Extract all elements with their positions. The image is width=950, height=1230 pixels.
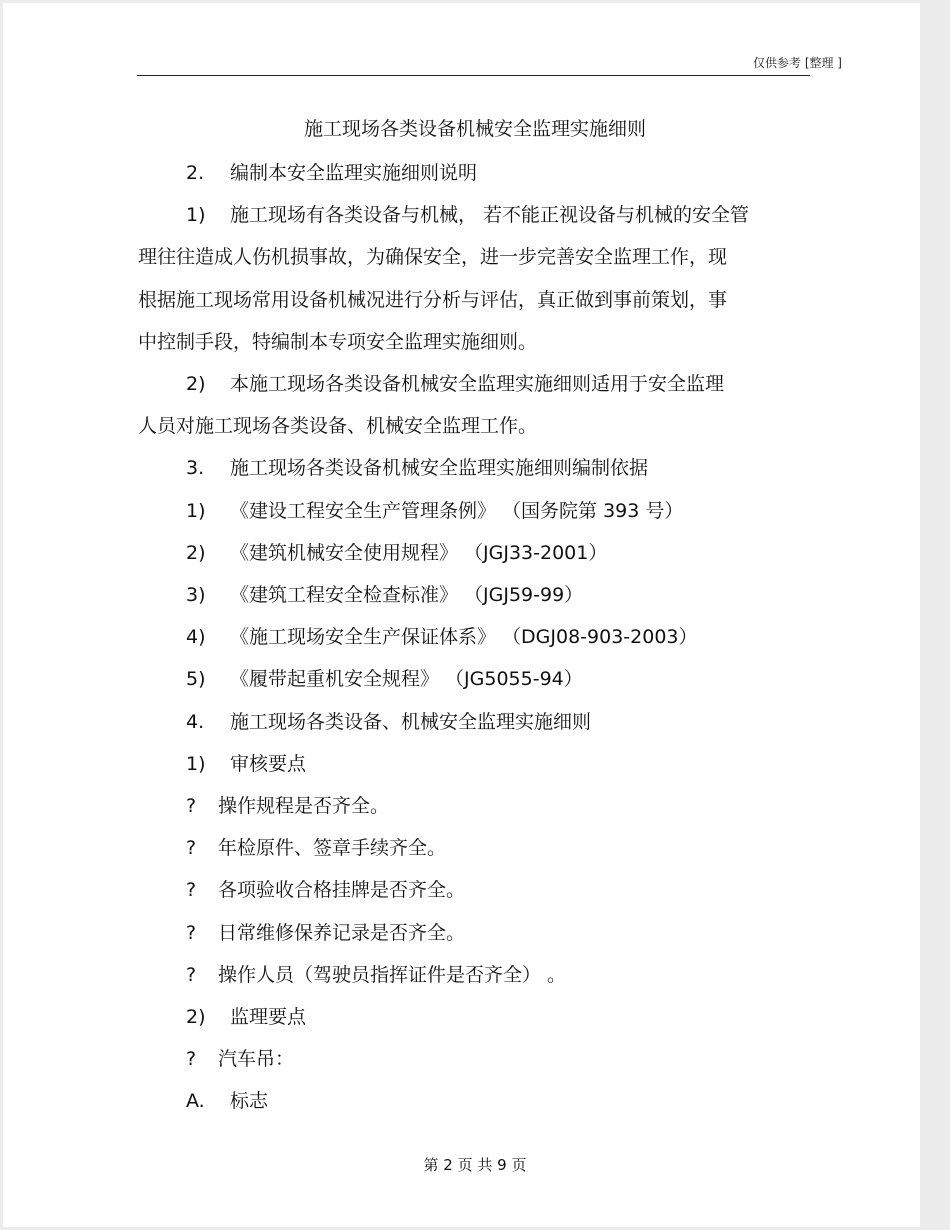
line-text: 各项验收合格挂牌是否齐全。 <box>218 879 466 901</box>
line-marker: 4) <box>186 626 206 648</box>
line-text: 操作规程是否齐全。 <box>218 795 390 817</box>
line-marker: 2) <box>186 1006 206 1028</box>
line-text: 本施工现场各类设备机械安全监理实施细则适用于安全监理 <box>230 373 725 395</box>
line-text: 《履带起重机安全规程》 （JG5055-94） <box>230 668 583 690</box>
line-text: 《施工现场安全生产保证体系》 （DGJ08-903-2003） <box>230 626 698 648</box>
line-text: 《建筑机械安全使用规程》 （JGJ33-2001） <box>230 542 608 564</box>
line-marker: 2) <box>186 373 206 395</box>
line-marker: A. <box>186 1090 205 1112</box>
line-text: 汽车吊： <box>218 1048 295 1070</box>
line-text: 中控制手段，特编制本专项安全监理实施细则。 <box>138 331 538 353</box>
line-text: 操作人员（驾驶员指挥证件是否齐全） 。 <box>218 964 567 986</box>
line-text: 施工现场各类设备、机械安全监理实施细则 <box>230 711 592 733</box>
line-marker: 1) <box>186 500 206 522</box>
line-text: 施工现场有各类设备与机械， 若不能正视设备与机械的安全管 <box>230 204 750 226</box>
line-text: 《建设工程安全生产管理条例》 （国务院第 393 号） <box>230 500 684 522</box>
line-text: 编制本安全监理实施细则说明 <box>230 162 478 184</box>
line-text: 审核要点 <box>230 753 307 775</box>
line-text: 年检原件、签章手续齐全。 <box>218 837 447 859</box>
line-marker: 2. <box>186 162 205 184</box>
line-marker: ? <box>186 837 197 859</box>
line-text: 施工现场各类设备机械安全监理实施细则编制依据 <box>230 457 649 479</box>
line-marker: ? <box>186 879 197 901</box>
line-text: 《建筑工程安全检查标准》 （JGJ59-99） <box>230 584 584 606</box>
line-marker: ? <box>186 795 197 817</box>
line-marker: 5) <box>186 668 206 690</box>
line-marker: 4. <box>186 711 205 733</box>
document-page <box>3 3 920 1227</box>
line-text: 理往往造成人伤机损事故，为确保安全，进一步完善安全监理工作，现 <box>138 246 728 268</box>
line-marker: 3. <box>186 457 205 479</box>
line-marker: ? <box>186 964 197 986</box>
page-footer: 第 2 页 共 9 页 <box>423 1156 527 1174</box>
line-text: 人员对施工现场各类设备、机械安全监理工作。 <box>138 415 538 437</box>
line-marker: 3) <box>186 584 206 606</box>
header-rule <box>137 75 810 76</box>
line-marker: 1) <box>186 753 206 775</box>
line-text: 日常维修保养记录是否齐全。 <box>218 922 466 944</box>
line-text: 监理要点 <box>230 1006 307 1028</box>
document-title: 施工现场各类设备机械安全监理实施细则 <box>303 118 646 140</box>
line-marker: 1) <box>186 204 206 226</box>
line-marker: ? <box>186 1048 197 1070</box>
line-marker: ? <box>186 922 197 944</box>
line-text: 根据施工现场常用设备机械况进行分析与评估，真正做到事前策划，事 <box>138 289 728 311</box>
line-marker: 2) <box>186 542 206 564</box>
header-note: 仅供参考 [整理 ] <box>753 56 842 70</box>
line-text: 标志 <box>230 1090 269 1112</box>
